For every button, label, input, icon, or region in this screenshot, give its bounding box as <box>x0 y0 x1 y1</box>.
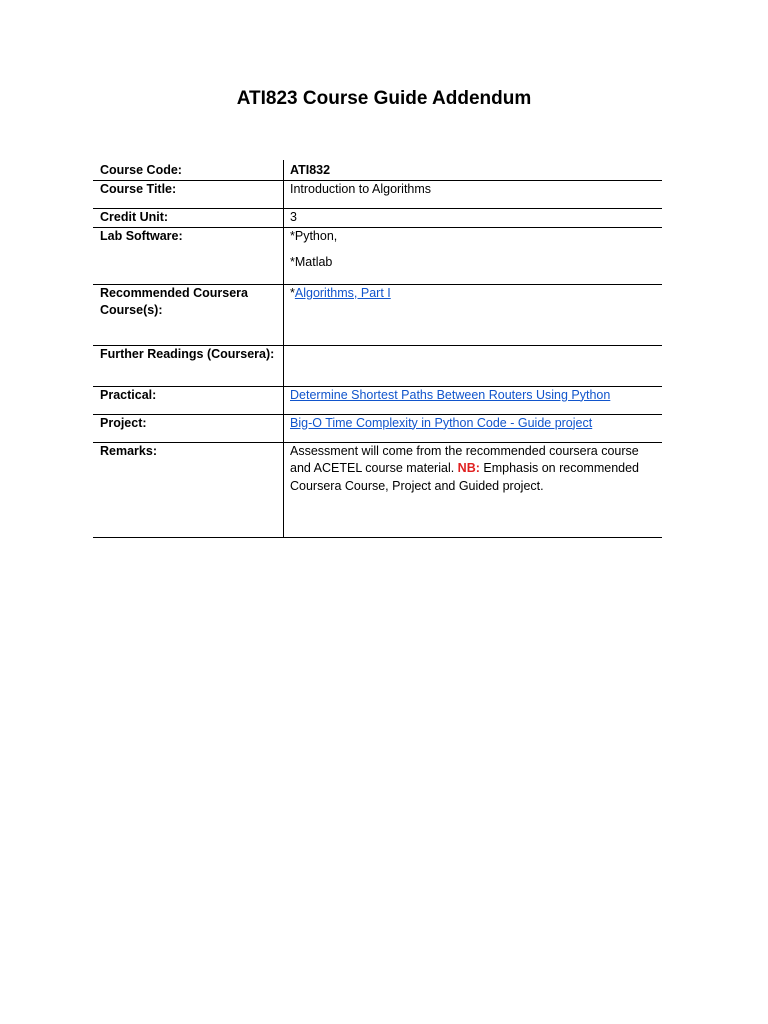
project-label: Project: <box>93 414 284 442</box>
table-row-project <box>93 414 662 442</box>
lab-software-label: Lab Software: <box>93 227 284 284</box>
credit-unit-label: Credit Unit: <box>93 208 284 227</box>
course-code-value: ATI832 <box>290 163 331 177</box>
recommended-coursera-prefix: * <box>290 285 295 300</box>
recommended-coursera-value <box>284 284 663 345</box>
table-row-recommended-coursera <box>93 284 662 345</box>
table-row-lab-software <box>93 227 662 284</box>
course-code-label: Course Code: <box>93 160 284 180</box>
remarks-label: Remarks: <box>93 442 284 537</box>
lab-software-value <box>284 227 663 284</box>
practical-value <box>284 386 663 414</box>
lab-software-item-python: *Python, <box>290 228 338 243</box>
table-row-course-code <box>93 160 662 180</box>
project-link[interactable]: Big-O Time Complexity in Python Code - Guide project <box>290 415 593 430</box>
remarks-text-before: Assessment will come from the recommended coursera course and ACETEL course material. <box>290 443 639 475</box>
project-value <box>284 414 663 442</box>
course-title-value: Introduction to Algorithms <box>284 180 663 208</box>
course-title-label: Course Title: <box>93 180 284 208</box>
further-readings-value <box>284 345 663 386</box>
table-row-further-readings <box>93 345 662 386</box>
practical-label: Practical: <box>93 386 284 414</box>
table-row-practical <box>93 386 662 414</box>
nb-label: NB: <box>457 461 480 475</box>
remarks-value <box>284 442 663 537</box>
algorithms-part-i-link[interactable]: Algorithms, Part I <box>294 285 391 300</box>
credit-unit-value: 3 <box>290 209 297 224</box>
further-readings-label: Further Readings (Coursera): <box>93 345 284 386</box>
table-row-remarks <box>93 442 662 537</box>
document-title: ATI823 Course Guide Addendum <box>236 88 532 109</box>
lab-software-item-matlab: *Matlab <box>290 255 333 269</box>
practical-link[interactable]: Determine Shortest Paths Between Routers Using Python <box>290 387 611 402</box>
table-row-credit-unit <box>93 208 662 227</box>
course-info-table <box>93 160 662 538</box>
table-row-course-title <box>93 180 662 208</box>
remarks-text-after: Emphasis on recommended Coursera Course, Project and Guided project. <box>290 461 639 493</box>
recommended-coursera-label: Recommended Coursera Course(s): <box>93 284 284 345</box>
